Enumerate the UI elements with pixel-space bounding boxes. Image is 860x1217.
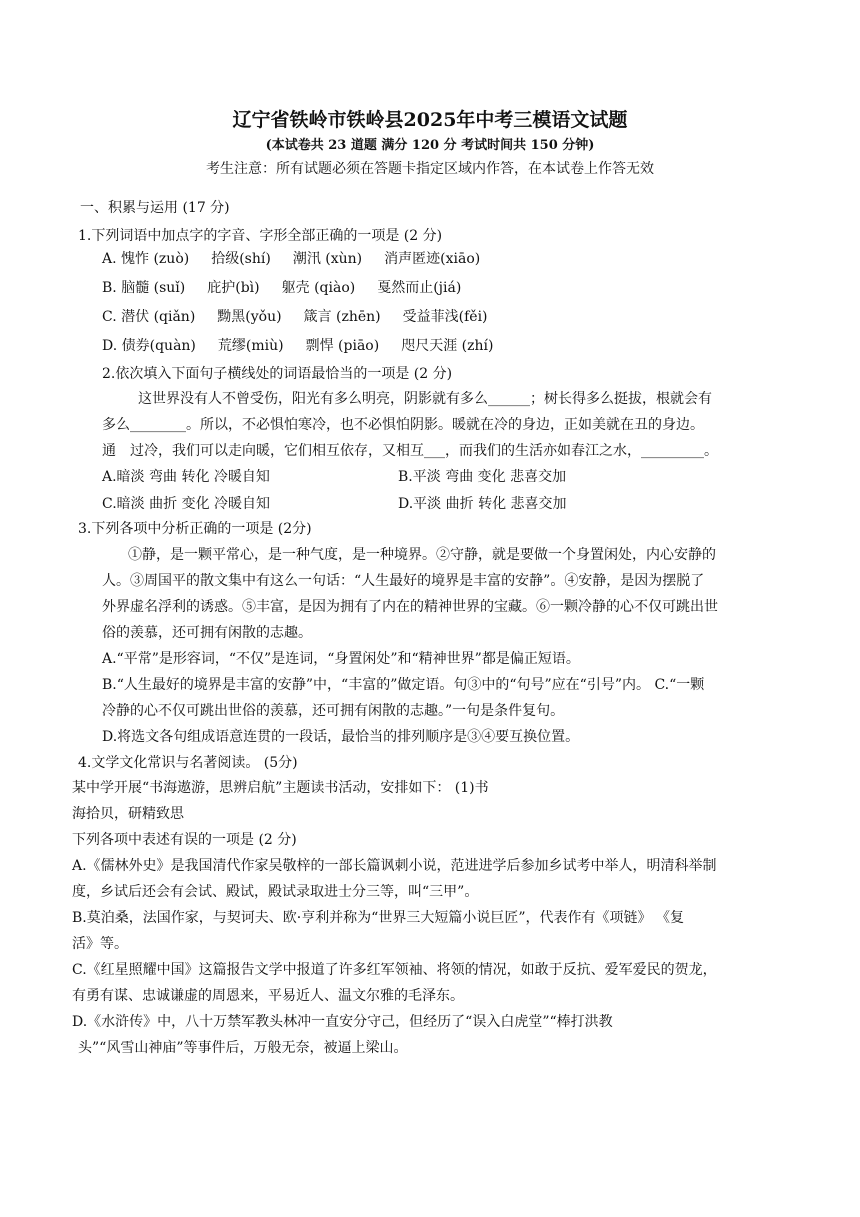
q2-option-d: D.平淡 曲折 转化 悲喜交加 — [398, 496, 567, 512]
q4-option-b-1: B.莫泊桑，法国作家，与契诃夫、欧·亨利并称为“世界三大短篇小说巨匠”，代表作有《项链》 《复 — [72, 910, 684, 926]
q1-c-2: 黝黑(yǒu) — [217, 309, 282, 325]
q1-d-2: 荒缪(miù) — [217, 338, 284, 354]
q4-option-a-1: A.《儒林外史》是我国清代作家吴敬梓的一部长篇讽刺小说，范进进学后参加乡试考中举人，明清科举制 — [72, 858, 717, 874]
q4-line-1: 某中学开展“书海遨游，思辨启航”主题读书活动，安排如下： (1)书 — [72, 780, 489, 796]
section-heading: 一、积累与运用 (17 分) — [80, 200, 230, 216]
q3-option-c: 冷静的心不仅可跳出世俗的羡慕，还可拥有闲散的志趣。”一句是条件复句。 — [102, 703, 565, 719]
q4-stem: 4.文学文化常识与名著阅读。 (5分) — [78, 755, 298, 771]
q4-line-2: 海拾贝，研精致思 — [72, 806, 184, 822]
q4-option-c-2: 有勇有谋、忠诚谦虚的周恩来，平易近人、温文尔雅的毛泽东。 — [72, 988, 464, 1004]
q1-c-1: C. 潜伏 (qiǎn) — [102, 309, 196, 325]
q1-a-4: 消声匿迹(xiāo) — [384, 251, 481, 267]
q1-c-4: 受益菲浅(fěi) — [402, 309, 488, 325]
q1-b-3: 躯壳 (qiào) — [281, 280, 356, 296]
q3-line-1: ①静，是一颗平常心，是一种气度，是一种境界。②守静，就是要做一个身置闲处，内心安静的 — [128, 547, 716, 563]
q1-a-2: 拾级(shí) — [211, 251, 271, 267]
q3-option-b: B.“人生最好的境界是丰富的安静”中，“丰富的”做定语。句③中的“句号”应在“引号”内。 C.“一颗 — [102, 677, 705, 693]
q2-option-c: C.暗淡 曲折 变化 冷暖自知 — [102, 496, 271, 512]
q1-option-d — [102, 337, 515, 355]
q4-option-d-2: 头”“风雪山神庙”等事件后，万般无奈，被逼上梁山。 — [78, 1040, 408, 1056]
q4-option-c-1: C.《红星照耀中国》这篇报告文学中报道了许多红军领袖、将领的情况，如敢于反抗、爱军爱民的贺龙， — [72, 962, 717, 978]
q2-option-b: B.平淡 弯曲 变化 悲喜交加 — [398, 469, 567, 485]
q3-line-3: 外界虚名浮利的诱惑。⑤丰富，是因为拥有了内在的精神世界的宝藏。⑥一颗冷静的心不仅可跳出世 — [102, 599, 718, 615]
q1-a-1: A. 愧怍 (zuò) — [102, 251, 190, 267]
exam-title: 辽宁省铁岭市铁岭县2025年中考三模语文试题 — [232, 109, 628, 131]
q2-stem: 2.依次填入下面句子横线处的词语最恰当的一项是 (2 分) — [102, 366, 453, 382]
q1-d-3: 剽悍 (piāo) — [305, 338, 380, 354]
q2-option-a: A.暗淡 弯曲 转化 冷暖自知 — [102, 469, 270, 485]
q3-stem: 3.下列各项中分析正确的一项是 (2分) — [78, 521, 312, 537]
q3-line-2: 人。③周国平的散文集中有这么一句话：“人生最好的境界是丰富的安静”。④安静，是因为摆脱了 — [102, 573, 705, 589]
q1-b-2: 庇护(bì) — [207, 280, 260, 296]
q1-option-c — [102, 308, 510, 326]
q1-option-b — [102, 279, 483, 297]
q2-line-2: 多么________。所以，不必惧怕寒冷，也不必惧怕阴影。暖就在冷的身边，正如美就在丑的身边。 — [102, 417, 704, 433]
q1-d-4: 咫尺天涯 (zhí) — [401, 338, 494, 354]
q1-c-3: 箴言 (zhēn) — [303, 309, 381, 325]
q1-b-1: B. 脑髓 (suǐ) — [102, 280, 186, 296]
q4-option-d-1: D.《水浒传》中，八十万禁军教头林冲一直安分守己，但经历了“误入白虎堂”“棒打洪教 — [72, 1014, 613, 1030]
q4-option-b-2: 活》等。 — [72, 936, 128, 952]
q1-b-4: 戛然而止(jiá) — [377, 280, 462, 296]
q3-option-d: D.将选文各句组成语意连贯的一段话，最恰当的排列顺序是③④要互换位置。 — [102, 729, 580, 745]
q2-line-1: 这世界没有人不曾受伤，阳光有多么明亮，阴影就有多么______；树长得多么挺拔，根就会有 — [138, 391, 712, 407]
q4-option-a-2: 度，乡试后还会有会试、殿试，殿试录取进士分三等，叫“三甲”。 — [72, 884, 479, 900]
exam-subtitle: (本试卷共 23 道题 满分 120 分 考试时间共 150 分钟) — [265, 138, 595, 153]
q1-a-3: 潮汛 (xùn) — [292, 251, 363, 267]
q4-line-3: 下列各项中表述有误的一项是 (2 分) — [72, 832, 297, 848]
q2-line-3: 通 过冷，我们可以走向暖，它们相互依存，又相互___，而我们的生活亦如春江之水，_________。 — [102, 443, 718, 459]
q1-d-1: D. 债券(quàn) — [102, 338, 196, 354]
q3-option-a: A.“平常”是形容词，“不仅”是连词，“身置闲处”和“精神世界”都是偏正短语。 — [102, 651, 580, 667]
q3-line-4: 俗的羡慕，还可拥有闲散的志趣。 — [102, 625, 312, 641]
q1-stem: 1.下列词语中加点字的字音、字形全部正确的一项是 (2 分) — [78, 228, 443, 244]
exam-notice: 考生注意：所有试题必须在答题卡指定区域内作答，在本试卷上作答无效 — [206, 161, 654, 177]
q1-option-a — [102, 250, 502, 268]
